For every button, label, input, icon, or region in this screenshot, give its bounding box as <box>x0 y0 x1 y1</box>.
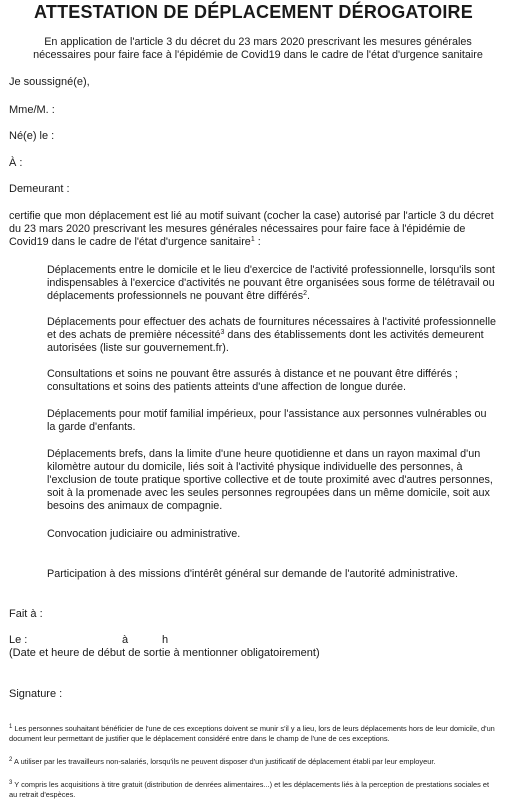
footnote-1 <box>9 724 499 743</box>
footnote-number: 1 <box>9 724 13 730</box>
footnote-ref: 2 <box>303 290 307 297</box>
reason-mission: Participation à des missions d'intérêt général sur demande de l'autorité administrative. <box>47 568 459 580</box>
signature-label: Signature : <box>9 688 63 700</box>
footnote-2 <box>9 757 499 767</box>
certify-text: certifie que mon déplacement est lié au motif suivant (cocher la case) autorisé par l'article 3 du décret du 23 mars 2020 prescrivant les mesures générales nécessaires pour faire face à l'épidémie de Covid19 dans le cadre de l'état d'urgence sanitaire <box>9 210 494 248</box>
reason-shopping-text-end: dans des établissements dont les activités demeurent autorisées (liste sur gouvernement.fr). <box>47 329 484 354</box>
at-label: à <box>122 634 129 646</box>
document-title: ATTESTATION DE DÉPLACEMENT DÉROGATOIRE <box>34 2 473 22</box>
footnote-ref: 3 <box>220 329 225 336</box>
date-instruction: (Date et heure de début de sortie à mentionner obligatoirement) <box>9 647 320 659</box>
reason-work: Déplacements entre le domicile et le lieu d'exercice de l'activité professionnelle, lorsqu'ils sont indispensables à l'exercice d'activités ne pouvant être organisées sous forme de télétravail ou déplacements professionnels ne pouvant être différés$^2$. <box>47 264 495 302</box>
footnote-number: 3 <box>9 780 13 786</box>
reason-health: Consultations et soins ne pouvant être assurés à distance et ne pouvant être différés ; consultations et soins des patients atteints d'une affection de longue durée. <box>47 368 458 393</box>
soussigne-label: Je soussigné(e), <box>9 76 90 88</box>
address-field-label: Demeurant : <box>9 183 70 195</box>
birthplace-field-label: À : <box>9 157 23 169</box>
reason-work-text: Déplacements entre le domicile et le lieu d'exercice de l'activité professionnelle, lorsqu'ils sont indispensables à l'exercice d'activités ne pouvant être organisées sous forme de télétravail ou déplacements professionnels ne pouvant être différés <box>47 264 495 302</box>
footnote-number: 2 <box>9 757 13 763</box>
reason-summons: Convocation judiciaire ou administrative. <box>47 528 241 540</box>
hour-label: h <box>162 634 169 646</box>
footnote-3 <box>9 780 499 799</box>
reason-exercise: Déplacements brefs, dans la limite d'une heure quotidienne et dans un rayon maximal d'un kilomètre autour du domicile, liés soit à l'activité physique individuelle des personnes, à l'exclusion de toute pratique sportive collective et de toute proximité avec d'autres personnes, soit à la promenade avec les seules personnes regroupées dans un même domicile, soit aux besoins des animaux de compagnie. <box>47 448 493 512</box>
date-label: Le : <box>9 634 28 646</box>
name-field-label: Mme/M. : <box>9 104 55 116</box>
made-at-label: Fait à : <box>9 608 43 620</box>
footnote-text: Les personnes souhaitant bénéficier de l'une de ces exceptions doivent se munir s'il y a lieu, lors de leurs déplacements hors de leur domicile, d'un document leur permettant de justifier que le déplacement considéré entre dans le champ de l'une de ces exceptions. <box>9 724 495 743</box>
intro-paragraph: En application de l'article 3 du décret du 23 mars 2020 prescrivant les mesures générales nécessaires pour faire face à l'épidémie de Covid19 dans le cadre de l'état d'urgence sanitaire <box>33 36 483 61</box>
footnote-text: A utiliser par les travailleurs non-salariés, lorsqu'ils ne peuvent disposer d'un justificatif de déplacement établi par leur employeur. <box>14 757 436 766</box>
reason-shopping-text: Déplacements pour effectuer des achats de fournitures nécessaires à l'activité professionnelle et des achats de première nécessité <box>47 316 496 341</box>
footnote-text: Y compris les acquisitions à titre gratuit (distribution de denrées alimentaires...) et les déplacements liés à la perception de prestations sociales et au retrait d'espèces. <box>9 780 490 799</box>
certify-paragraph: certifie que mon déplacement est lié au motif suivant (cocher la case) autorisé par l'article 3 du décret du 23 mars 2020 prescrivant les mesures générales nécessaires pour faire face à l'épidémie de Covid19 dans le cadre de l'état d'urgence sanitaire$^1$ : <box>9 210 494 248</box>
reason-family: Déplacements pour motif familial impérieux, pour l'assistance aux personnes vulnérables ou la garde d'enfants. <box>47 408 487 433</box>
footnote-ref: 1 <box>250 236 255 243</box>
reason-shopping <box>47 316 497 355</box>
birthdate-field-label: Né(e) le : <box>9 130 55 142</box>
